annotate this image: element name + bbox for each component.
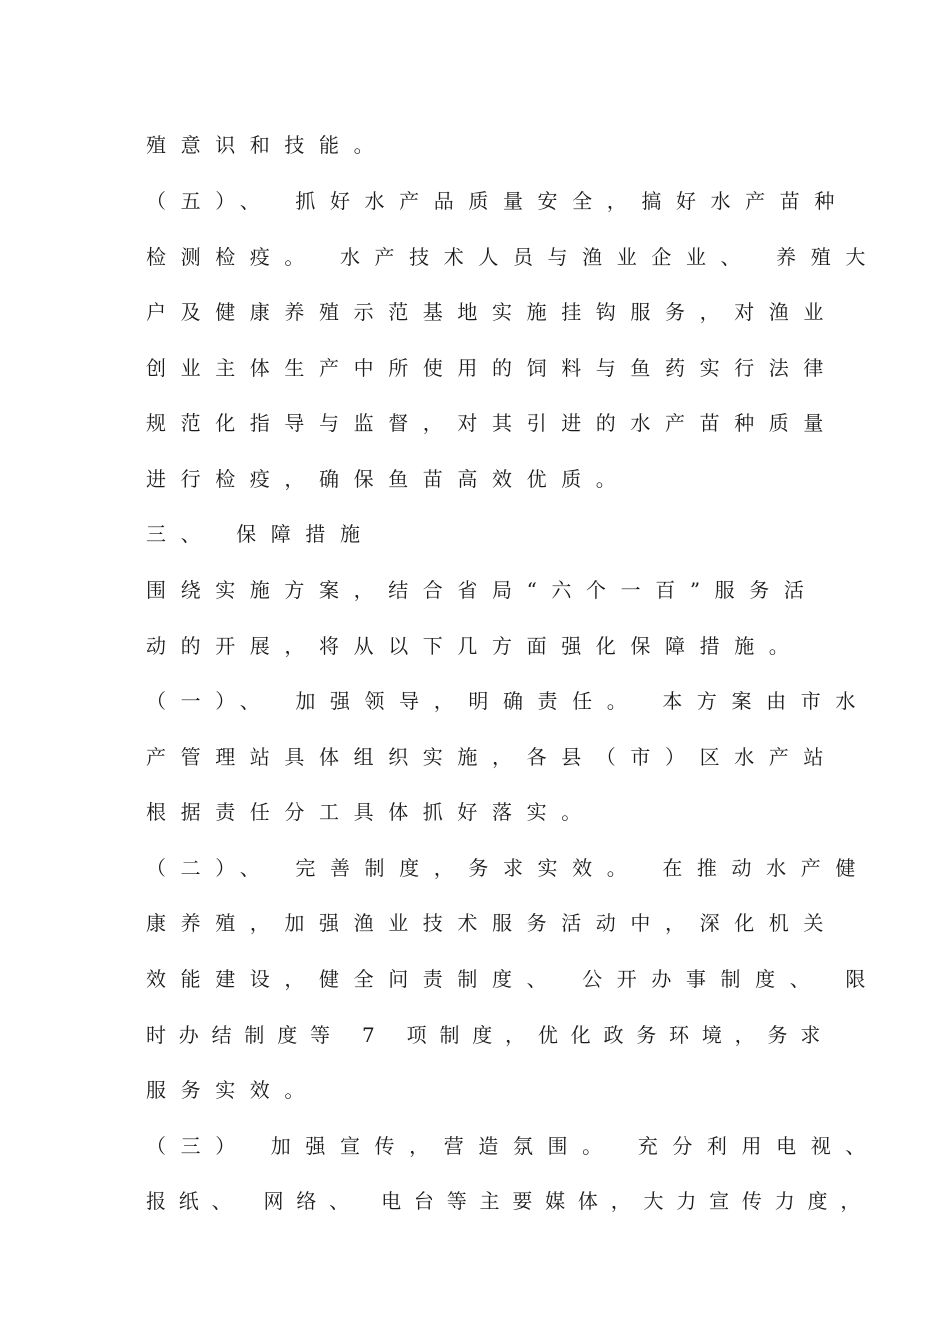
text-line-14: （二）、 完善制度，务求实效。 在推动水产健: [146, 856, 870, 880]
text-line-6: 规范化指导与监督，对其引进的水产苗种质量: [146, 411, 838, 435]
text-line-3: 检测检疫。 水产技术人员与渔业企业、 养殖大: [146, 245, 880, 269]
text-line-7: 进行检疫，确保鱼苗高效优质。: [146, 467, 631, 491]
text-line-18: 服务实效。: [146, 1078, 319, 1102]
text-line-20: 报纸、 网络、 电台等主要媒体，大力宣传力度，: [146, 1189, 874, 1213]
text-line-4: 户及健康养殖示范基地实施挂钩服务，对渔业: [146, 300, 838, 324]
text-line-16: 效能建设，健全问责制度、 公开办事制度、 限: [146, 967, 880, 991]
text-line-2: （五）、 抓好水产品质量安全，搞好水产苗种: [146, 189, 849, 213]
text-line-11: （一）、 加强领导，明确责任。 本方案由市水: [146, 689, 870, 713]
text-line-13: 根据责任分工具体抓好落实。: [146, 800, 596, 824]
text-line-9: 围绕实施方案，结合省局“六个一百”服务活: [146, 578, 819, 602]
text-line-17: 时办结制度等 7 项制度，优化政务环境，务求: [146, 1023, 834, 1047]
text-line-19: （三） 加强宣传，营造氛围。 充分利用电视、: [146, 1134, 880, 1158]
text-line-10: 动的开展，将从以下几方面强化保障措施。: [146, 634, 804, 658]
text-line-5: 创业主体生产中所使用的饲料与鱼药实行法律: [146, 356, 838, 380]
text-line-1: 殖意识和技能。: [146, 133, 389, 157]
section-heading: 三、 保障措施: [146, 522, 375, 546]
text-line-12: 产管理站具体组织实施，各县（市）区水产站: [146, 745, 838, 769]
text-line-15: 康养殖，加强渔业技术服务活动中，深化机关: [146, 911, 838, 935]
